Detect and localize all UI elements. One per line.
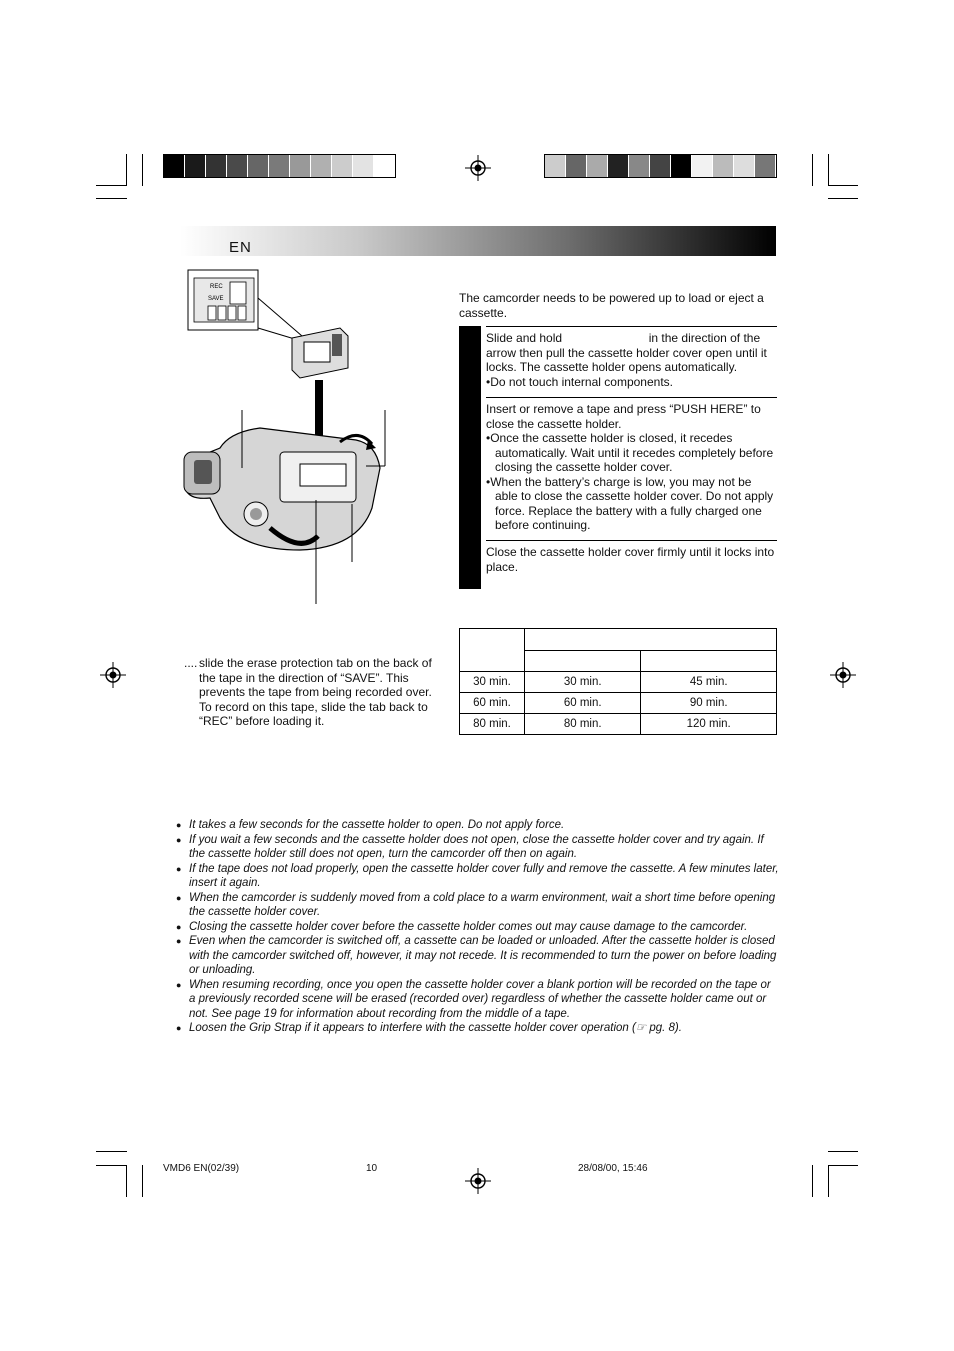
table-cell: 30 min. bbox=[460, 672, 525, 693]
crop-mark bbox=[828, 198, 858, 199]
intro-text: The camcorder needs to be powered up to load or eject a cassette. bbox=[459, 291, 764, 320]
note-item: ● If you wait a few seconds and the cassette holder does not open, close the cassette holder cover and try again. If the cassette holder still does not open, turn the camcorder off then on again. bbox=[176, 833, 780, 862]
table-header-cell bbox=[460, 629, 525, 672]
crop-mark bbox=[96, 1151, 127, 1152]
registration-mark-icon bbox=[100, 662, 126, 688]
note-item: ● When the camcorder is suddenly moved from a cold place to a warm environment, wait a short time before opening the cassette holder cover. bbox=[176, 891, 780, 920]
crop-mark bbox=[126, 154, 127, 186]
table-cell: 60 min. bbox=[460, 693, 525, 714]
footer-page-number: 10 bbox=[366, 1163, 378, 1174]
step-1-bullet: •Do not touch internal components. bbox=[486, 374, 673, 389]
table-cell: 80 min. bbox=[525, 714, 641, 735]
step-2 bbox=[486, 397, 777, 533]
table-header-cell bbox=[525, 629, 777, 651]
step-2-bullet: •Once the cassette holder is closed, it recedes automatically. Wait until it recedes completely before closing the cassette holder cover. bbox=[486, 431, 774, 474]
erase-note-text: slide the erase protection tab on the back of the tape in the direction of “SAVE”. This prevents the tape from being recorded over. To record on this tape, slide the tab back to “REC” before loading it. bbox=[199, 656, 432, 728]
crop-mark bbox=[142, 154, 143, 186]
step-3 bbox=[486, 540, 777, 574]
crop-mark bbox=[812, 1165, 813, 1197]
step-1-text: Slide and hold in the direction of the arrow then pull the cassette holder cover open until it locks. The cassette holder opens automatically. bbox=[486, 331, 771, 374]
note-item: ● When resuming recording, once you open the cassette holder cover a blank portion will be recorded on the tape or a previously recorded scene will be erased (recorded over) regardless of whether the cassette holder came out or not. See page 19 for information about recording from the middle of a tape. bbox=[176, 978, 780, 1022]
steps-block bbox=[459, 326, 777, 589]
table-cell: 80 min. bbox=[460, 714, 525, 735]
note-item: ● Even when the camcorder is switched off, a cassette can be loaded or unloaded. After the cassette holder is closed with the camcorder switched off, however, it may not recede. It is recommended to turn the power on before loading or unloading. bbox=[176, 934, 780, 978]
step-3-text: Close the cassette holder cover firmly until it locks into place. bbox=[486, 545, 775, 574]
step-2-bullet-text: When the battery’s charge is low, you may not be able to close the cassette holder cover. Do not apply force. Replace the battery with a fully charged one before continuing. bbox=[490, 474, 774, 532]
tab-save-label: SAVE bbox=[208, 296, 224, 302]
crop-mark bbox=[828, 1151, 858, 1152]
grayscale-bar-right bbox=[544, 154, 777, 178]
table-header-cell bbox=[525, 650, 641, 672]
header-banner bbox=[180, 226, 776, 256]
crop-mark bbox=[96, 185, 127, 186]
crop-mark bbox=[126, 1165, 127, 1197]
language-label: EN bbox=[229, 239, 252, 256]
crop-mark bbox=[828, 1165, 829, 1197]
table-row bbox=[460, 693, 777, 714]
note-item: ● If the tape does not load properly, open the cassette holder cover fully and remove the cassette. A few minutes later, insert it again. bbox=[176, 862, 780, 891]
notes-list bbox=[176, 818, 780, 1036]
erase-note-dots: .... bbox=[184, 656, 198, 670]
note-item: ● Loosen the Grip Strap if it appears to interfere with the cassette holder cover operation (☞ pg. 8). bbox=[176, 1021, 780, 1036]
step-2-bullet: •When the battery’s charge is low, you may not be able to close the cassette holder cover. Do not apply force. Replace the battery with a fully charged one before continuing. bbox=[486, 474, 774, 532]
registration-mark-icon bbox=[830, 662, 856, 688]
erase-protection-note bbox=[184, 656, 440, 729]
step-1 bbox=[486, 326, 777, 389]
table-header-cell bbox=[641, 650, 777, 672]
table-row bbox=[460, 714, 777, 735]
table-cell: 60 min. bbox=[525, 693, 641, 714]
crop-mark bbox=[812, 154, 813, 186]
registration-mark-icon bbox=[465, 1168, 491, 1194]
crop-mark bbox=[96, 1165, 127, 1166]
tab-rec-label: REC bbox=[210, 284, 223, 290]
table-cell: 30 min. bbox=[525, 672, 641, 693]
camcorder-illustration bbox=[180, 268, 420, 608]
footer-timestamp: 28/08/00, 15:46 bbox=[578, 1163, 648, 1174]
crop-mark bbox=[142, 1165, 143, 1197]
table-header-row bbox=[460, 629, 777, 651]
note-item: ● It takes a few seconds for the cassette holder to open. Do not apply force. bbox=[176, 818, 780, 833]
step-number-bar bbox=[459, 326, 481, 589]
table-cell: 90 min. bbox=[641, 693, 777, 714]
crop-mark bbox=[96, 198, 127, 199]
step-2-bullet-text: Once the cassette holder is closed, it recedes automatically. Wait until it recedes completely before closing the cassette holder cover. bbox=[490, 431, 774, 474]
table-cell: 120 min. bbox=[641, 714, 777, 735]
note-item: ● Closing the cassette holder cover before the cassette holder comes out may cause damage to the camcorder. bbox=[176, 920, 780, 935]
table-row bbox=[460, 672, 777, 693]
footer-file-label: VMD6 EN(02/39) bbox=[163, 1163, 240, 1174]
registration-mark-icon bbox=[465, 155, 491, 181]
recording-time-table bbox=[459, 628, 777, 735]
table-cell: 45 min. bbox=[641, 672, 777, 693]
crop-mark bbox=[828, 185, 858, 186]
step-1-bullet-text: Do not touch internal components. bbox=[490, 374, 673, 389]
crop-mark bbox=[828, 1165, 858, 1166]
crop-mark bbox=[828, 154, 829, 186]
grayscale-bar-left bbox=[163, 154, 396, 178]
step-2-text: Insert or remove a tape and press “PUSH HERE” to close the cassette holder. bbox=[486, 402, 761, 431]
